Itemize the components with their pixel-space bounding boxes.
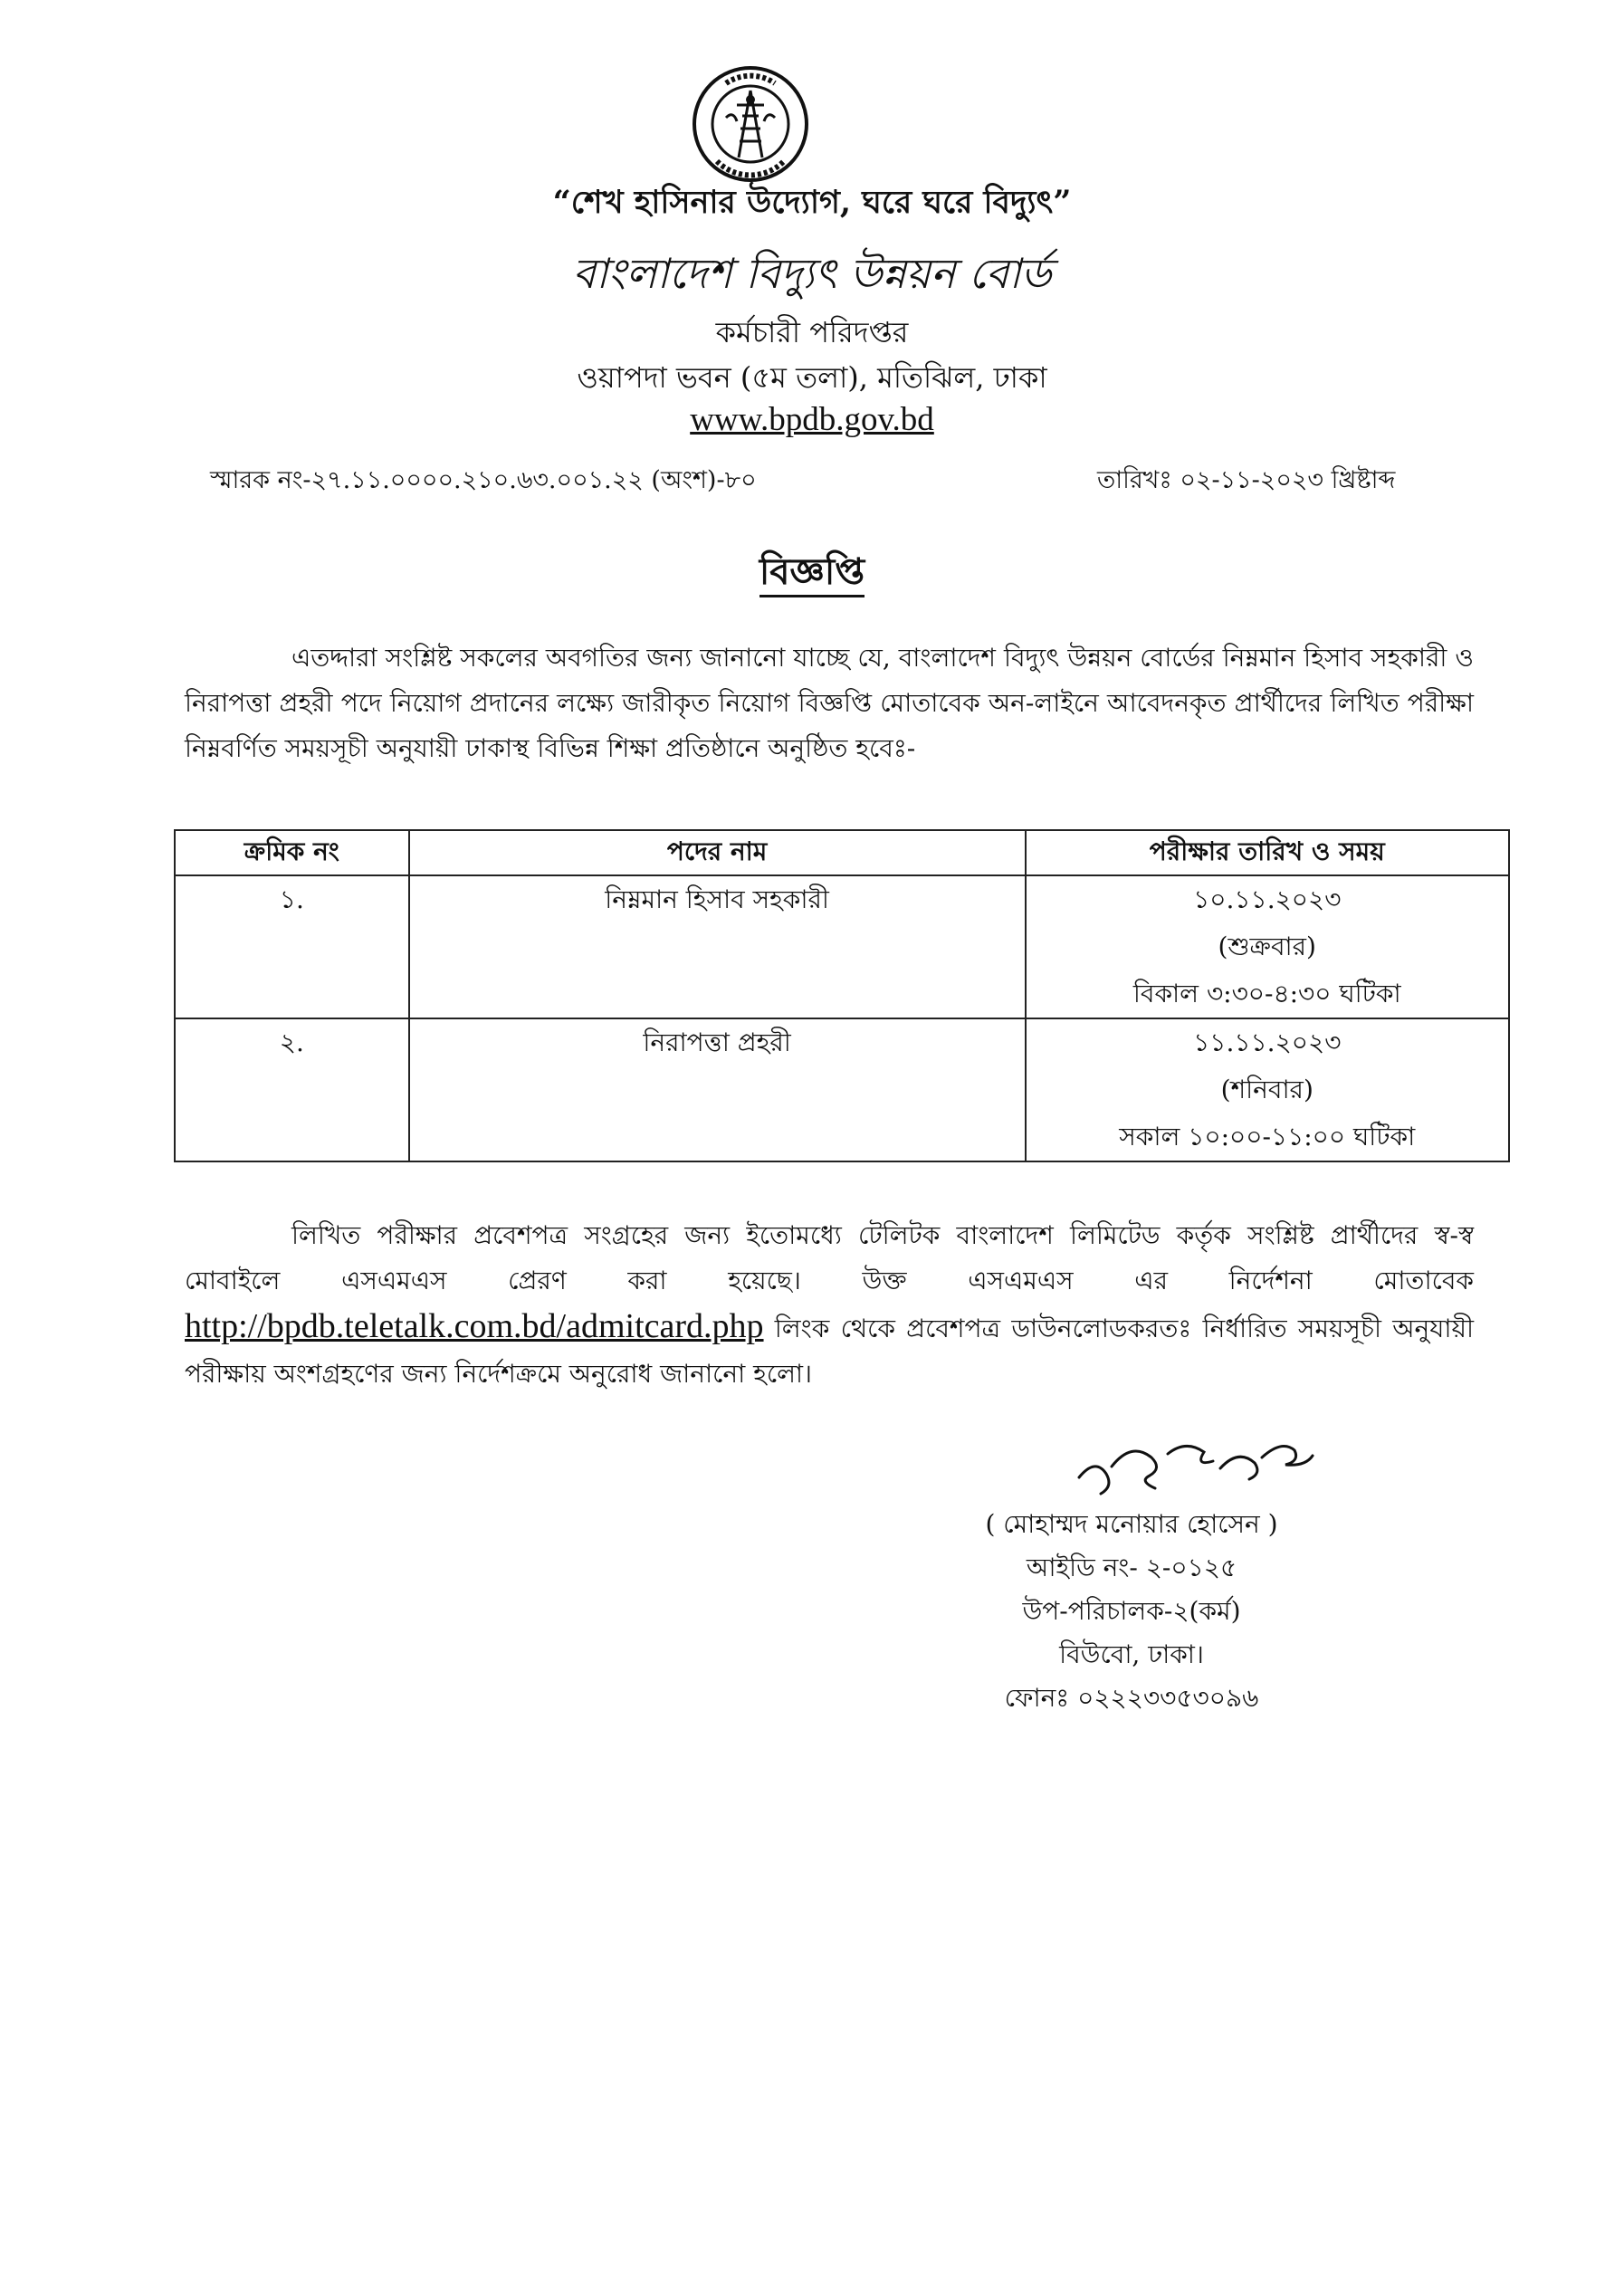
bpdb-emblem-icon xyxy=(690,63,812,186)
memo-date: তারিখঃ ০২-১১-২০২৩ খ্রিষ্টাব্দ xyxy=(1097,466,1396,494)
exam-time: সকাল ১০:০০-১১:০০ ঘটিকা xyxy=(1119,1122,1416,1152)
exam-day: (শুক্রবার) xyxy=(1218,932,1316,961)
serial-text: ১. xyxy=(279,884,304,914)
handwritten-signature xyxy=(1068,1421,1322,1507)
intro-paragraph: এতদ্দারা সংশ্লিষ্ট সকলের অবগতির জন্য জানানো যাচ্ছে যে, বাংলাদেশ বিদ্যুৎ উন্নয়ন বোর্ডের নিম্নমান হিসাব সহকারী ও নিরাপত্তা প্রহরী পদে নিয়োগ প্রদানের লক্ষ্যে জারীকৃত নিয়োগ বিজ্ঞপ্তি মোতাবেক অন-লাইনে আবেদনকৃত প্রার্থীদের লিখিত পরীক্ষা নিম্নবর্ণিত সময়সূচী অনুযায়ী ঢাকাস্থ বিভিন্ন শিক্ষা প্রতিষ্ঠানে অনুষ্ঠিত হবেঃ- xyxy=(185,643,1474,763)
signatory-id: আইডি নং- ২-০১২৫ xyxy=(1026,1553,1237,1582)
notice-title-text: বিজ্ঞপ্তি xyxy=(759,550,865,597)
exam-date: ১১.১১.২০২৩ xyxy=(1193,1027,1342,1057)
header-serial: ক্রমিক নং xyxy=(175,830,409,875)
cell-serial xyxy=(175,875,409,1018)
memo-reference: স্মারক নং-২৭.১১.০০০০.২১০.৬৩.০০১.২২ (অংশ)-৮০ xyxy=(210,466,757,494)
cell-post xyxy=(409,875,1026,1018)
cell-datetime xyxy=(1026,875,1509,1018)
post-text: নিম্নমান হিসাব সহকারী xyxy=(605,884,829,914)
serial-text: ২. xyxy=(279,1027,304,1057)
admit-text-after: লিংক থেকে প্রবেশপত্র ডাউনলোডকরতঃ নির্ধারিত সময়সূচী অনুযায়ী পরীক্ষায় অংশগ্রহণের জন্য নির্দেশক্রমে অনুরোধ জানানো হলো। xyxy=(185,1314,1474,1389)
header-post-name: পদের নাম xyxy=(409,830,1026,875)
cell-serial xyxy=(175,1018,409,1161)
admit-card-paragraph xyxy=(185,1213,1474,1397)
exam-date: ১০.১১.২০২৩ xyxy=(1193,884,1342,914)
cell-datetime xyxy=(1026,1018,1509,1161)
signatory-designation: উপ-পরিচালক-২(কর্ম) xyxy=(1022,1596,1241,1626)
signatory-name: ( মোহাম্মদ মনোয়ার হোসেন ) xyxy=(985,1509,1278,1539)
post-text: নিরাপত্তা প্রহরী xyxy=(643,1027,791,1057)
table-header-row xyxy=(175,830,1509,875)
office-address: ওয়াপদা ভবন (৫ম তলা), মতিঝিল, ঢাকা xyxy=(577,360,1047,395)
notice-title xyxy=(0,543,1624,604)
exam-time: বিকাল ৩:৩০-৪:৩০ ঘটিকা xyxy=(1132,979,1401,1008)
department-name: কর্মচারী পরিদপ্তর xyxy=(715,315,909,349)
slogan: “শেখ হাসিনার উদ্যোগ, ঘরে ঘরে বিদ্যুৎ” xyxy=(552,184,1072,221)
signatory-office: বিউবো, ঢাকা। xyxy=(1059,1639,1204,1669)
exam-schedule-table xyxy=(174,829,1510,1162)
table-row xyxy=(175,875,1509,1018)
table-row xyxy=(175,1018,1509,1161)
exam-day: (শনিবার) xyxy=(1220,1075,1314,1104)
admit-text-before: লিখিত পরীক্ষার প্রবেশপত্র সংগ্রহের জন্য ইতোমধ্যে টেলিটক বাংলাদেশ লিমিটেড কর্তৃক সংশ্লিষ্ট প্রার্থীদের স্ব-স্ব মোবাইলে এসএমএস প্রেরণ করা হয়েছে। উক্ত এসএমএস এর নির্দেশনা মোতাবেক xyxy=(185,1220,1474,1295)
header-exam-datetime: পরীক্ষার তারিখ ও সময় xyxy=(1026,830,1509,875)
signatory-block xyxy=(951,1503,1313,1720)
admit-card-link[interactable]: http://bpdb.teletalk.com.bd/admitcard.php xyxy=(185,1307,764,1345)
organization-name: বাংলাদেশ বিদ্যুৎ উন্নয়ন বোর্ড xyxy=(572,249,1052,298)
cell-post xyxy=(409,1018,1026,1161)
signatory-phone: ফোনঃ ০২২২৩৩৫৩০৯৬ xyxy=(1004,1683,1259,1713)
website-link[interactable]: www.bpdb.gov.bd xyxy=(690,401,934,438)
